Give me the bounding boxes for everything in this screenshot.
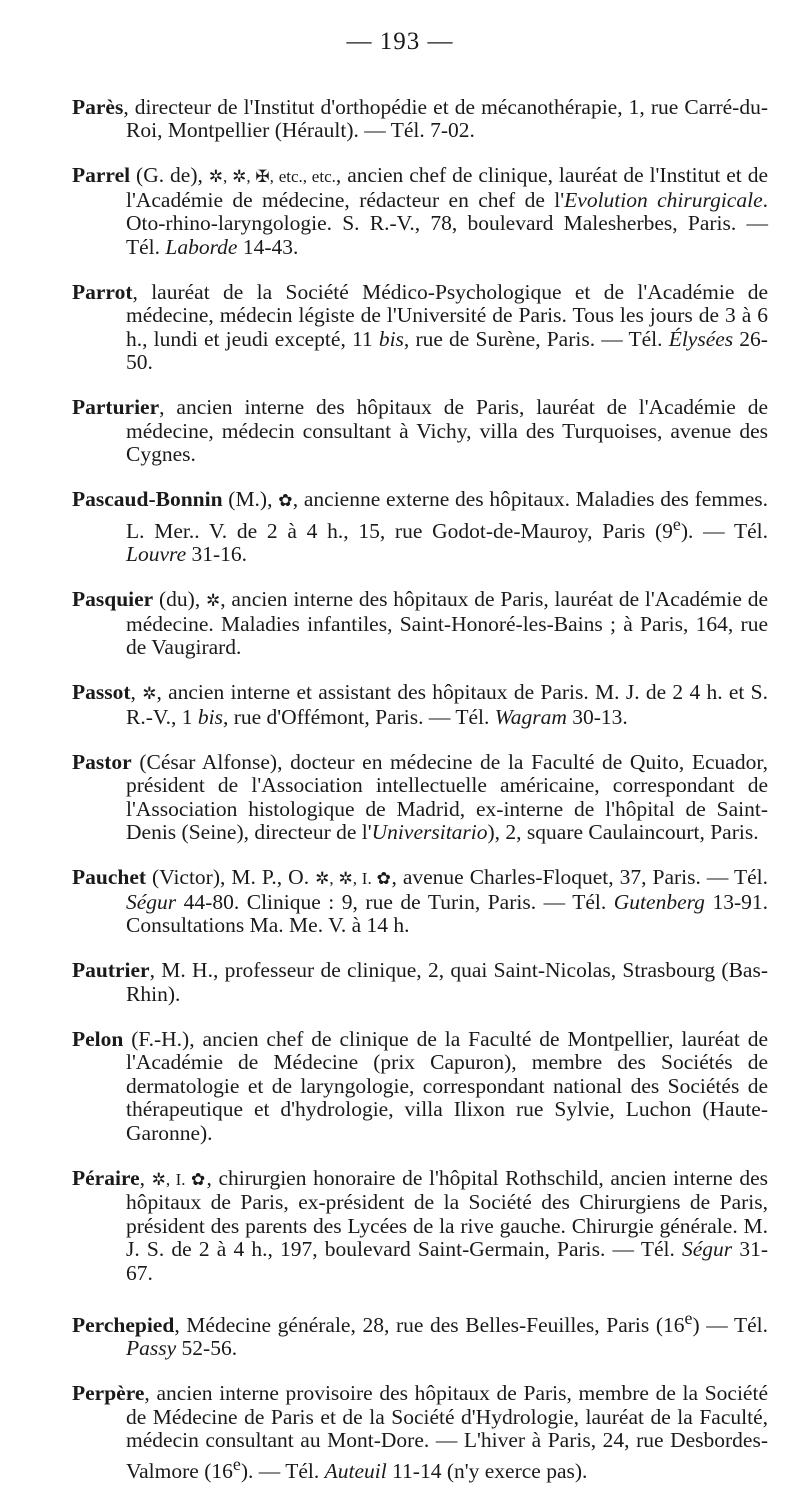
entry-italic: bis [197, 704, 223, 729]
entry-italic: Ségur [126, 889, 177, 914]
entry-text: 52-56. [176, 1336, 238, 1361]
entry-name: Perchepied [72, 1312, 175, 1337]
entry-name: Pelon [72, 1026, 124, 1051]
entry-italic: bis [378, 326, 404, 351]
entry-text: , [139, 1165, 152, 1190]
entry-text: 31-67. [126, 1237, 768, 1285]
entry-pasquier [72, 588, 768, 660]
entry-parrot [72, 281, 768, 375]
entry-italic: Louvre [126, 542, 187, 567]
entry-name: Pautrier [72, 958, 150, 983]
entry-text: (Victor), M. P., O. [146, 865, 316, 890]
entry-passot [72, 681, 768, 729]
entry-text: 11-14 (n'y exerce pas). [386, 1458, 588, 1483]
entry-italic: Universitario [371, 820, 488, 845]
superscript: e [684, 1307, 693, 1328]
entry-name: Pastor [72, 749, 132, 774]
decoration-symbols: ✲, ✲, ✠, etc., etc. [208, 167, 336, 186]
entry-pares [72, 96, 768, 143]
entry-name: Pascaud-Bonnin [72, 487, 223, 511]
entry-name: Parès [72, 94, 124, 119]
entry-perpere [72, 1382, 768, 1483]
entry-name: Perpère [72, 1381, 145, 1406]
entry-name: Péraire [72, 1165, 140, 1190]
entry-text: 26-50. [126, 326, 768, 374]
entry-text: (F.-H.), ancien chef de clinique de la Faculté de Montpellier, lauréat de l'Académie de Médecine (prix Capuron), membre des Sociétés de dermatologie et de laryngologie, correspondant national des Sociétés de thérapeutique et d'hydrologie, villa Ilixon rue Sylvie, Luchon (Haute-Garonne). [123, 1026, 768, 1145]
entry-italic: Élysées [668, 326, 734, 351]
entry-text: , ancien chef de clinique, lauréat de l'Institut et de l'Académie de médecine, rédacteur en chef de l' [126, 163, 769, 212]
entry-italic: Auteuil [324, 1458, 387, 1483]
entry-text: , ancien interne provisoire des hôpitaux de Paris, membre de la Société de Médecine de Paris et de la Société d'Hydrologie, lauréat de la Faculté, médecin consultant au Mont-Dore. — L'hiver à Paris, 24, rue Desbordes-Valmore (16 [126, 1381, 768, 1483]
entry-text: 30-13. [566, 704, 628, 729]
entry-name: Parturier [72, 395, 160, 419]
entry-italic: Gutenberg [613, 889, 705, 914]
entry-text: (G. de), [130, 163, 209, 187]
entry-text: , ancienne externe des hôpitaux. Maladies des femmes. L. Mer.. V. de 2 à 4 h., 15, rue Godot-de-Mauroy, Paris (9 [126, 487, 768, 543]
entry-pelon [72, 1028, 768, 1146]
entry-pautrier [72, 959, 768, 1006]
entry-text: 14-43. [237, 234, 299, 259]
entry-parrel [72, 164, 768, 259]
decoration-symbols: ✿ [278, 491, 293, 510]
entry-text: , ancien interne des hôpitaux de Paris, lauréat de l'Académie de médecine, médecin consultant à Vichy, villa des Turquoises, avenue des Cygnes. [126, 395, 768, 466]
entry-name: Parrot [72, 279, 133, 304]
entry-italic: Evolution chirurgicale [564, 187, 763, 212]
entry-italic: Laborde [165, 234, 238, 259]
page-number: — 193 — [346, 28, 454, 55]
decoration-symbols: ✲ [206, 591, 221, 611]
entry-pauchet [72, 866, 768, 938]
entry-text: , Médecine générale, 28, rue des Belles-Feuilles, Paris (16 [174, 1312, 685, 1337]
entry-text: . Oto-rhino-laryngologie. S. R.-V., 78, boulevard Malesherbes, Paris. — Tél. [126, 187, 768, 259]
entry-name: Pasquier [72, 587, 154, 612]
entries-list [72, 74, 768, 1490]
entry-text: (César Alfonse), docteur en médecine de la Faculté de Quito, Ecuador, président de l'Association intellectuelle américaine, correspondant de l'Association histologique de Madrid, ex-interne de l'hôpital de Saint-Denis (Seine), directeur de l' [126, 749, 768, 845]
entry-name: Parrel [72, 163, 131, 187]
decoration-symbols: ✲, I. ✿ [151, 1169, 207, 1189]
superscript: e [232, 1453, 241, 1474]
entry-italic: Ségur [682, 1237, 733, 1262]
entry-text: (du), [153, 587, 207, 612]
entry-text: , lauréat de la Société Médico-Psychologique et de l'Académie de médecine, médecin légiste de l'Université de Paris. Tous les jours de 3 à 6 h., lundi et jeudi excepté, 11 [126, 279, 768, 351]
entry-text: , ancien interne des hôpitaux de Paris, lauréat de l'Académie de médecine. Maladies infantiles, Saint-Honoré-les-Bains ; à Paris, 164, rue de Vaugirard. [126, 587, 768, 660]
entry-text: , directeur de l'Institut d'orthopédie et de mécanothérapie, 1, rue Carré-du-Roi, Montpellier (Hérault). — Tél. 7-02. [123, 94, 768, 142]
entry-italic: Wagram [494, 704, 567, 729]
entry-text: , avenue Charles-Floquet, 37, Paris. — Tél. [391, 865, 768, 890]
entry-text: , rue de Surène, Paris. — Tél. [403, 326, 669, 351]
entry-pascaud-bonnin [72, 488, 768, 567]
entry-pastor [72, 751, 768, 845]
entry-perchepied [72, 1307, 768, 1361]
entry-name: Passot [72, 680, 131, 705]
entry-text: ). — Tél. [240, 1458, 325, 1483]
entry-text: , M. H., professeur de clinique, 2, quai Saint-Nicolas, Strasbourg (Bas-Rhin). [126, 958, 768, 1006]
entry-name: Pauchet [72, 865, 147, 890]
entry-text: ), 2, square Caulaincourt, Paris. [487, 820, 759, 845]
entry-text: , ancien interne et assistant des hôpitaux de Paris. M. J. de 2 4 h. et S. R.-V., 1 [126, 680, 769, 729]
entry-text: 31-16. [186, 542, 248, 567]
entry-italic: Passy [126, 1336, 177, 1361]
entry-text: 13-91. Consultations Ma. Me. V. à 14 h. [126, 889, 768, 938]
entry-text: 44-80. Clinique : 9, rue de Turin, Paris. — Tél. [176, 889, 614, 914]
entry-peraire [72, 1167, 768, 1286]
entry-text: ). — Tél. [680, 518, 768, 543]
entry-text: , [130, 680, 143, 705]
decoration-symbols: ✲, ✲, I. ✿ [315, 869, 392, 889]
entry-parturier [72, 396, 768, 467]
entry-text: (M.), [222, 487, 279, 511]
decoration-symbols: ✲ [142, 684, 157, 704]
entry-text: , chirurgien honoraire de l'hôpital Rothschild, ancien interne des hôpitaux de Paris, ex-président de la Société des Chirurgiens de Paris, président des parents des Lycées de la rive gauche. Chirurgie générale. M. J. S. de 2 à 4 h., 197, boulevard Saint-Germain, Paris. — Tél. [126, 1165, 768, 1262]
entry-text: ) — Tél. [692, 1312, 769, 1337]
superscript: e [672, 513, 681, 534]
entry-text: , rue d'Offémont, Paris. — Tél. [222, 704, 495, 729]
